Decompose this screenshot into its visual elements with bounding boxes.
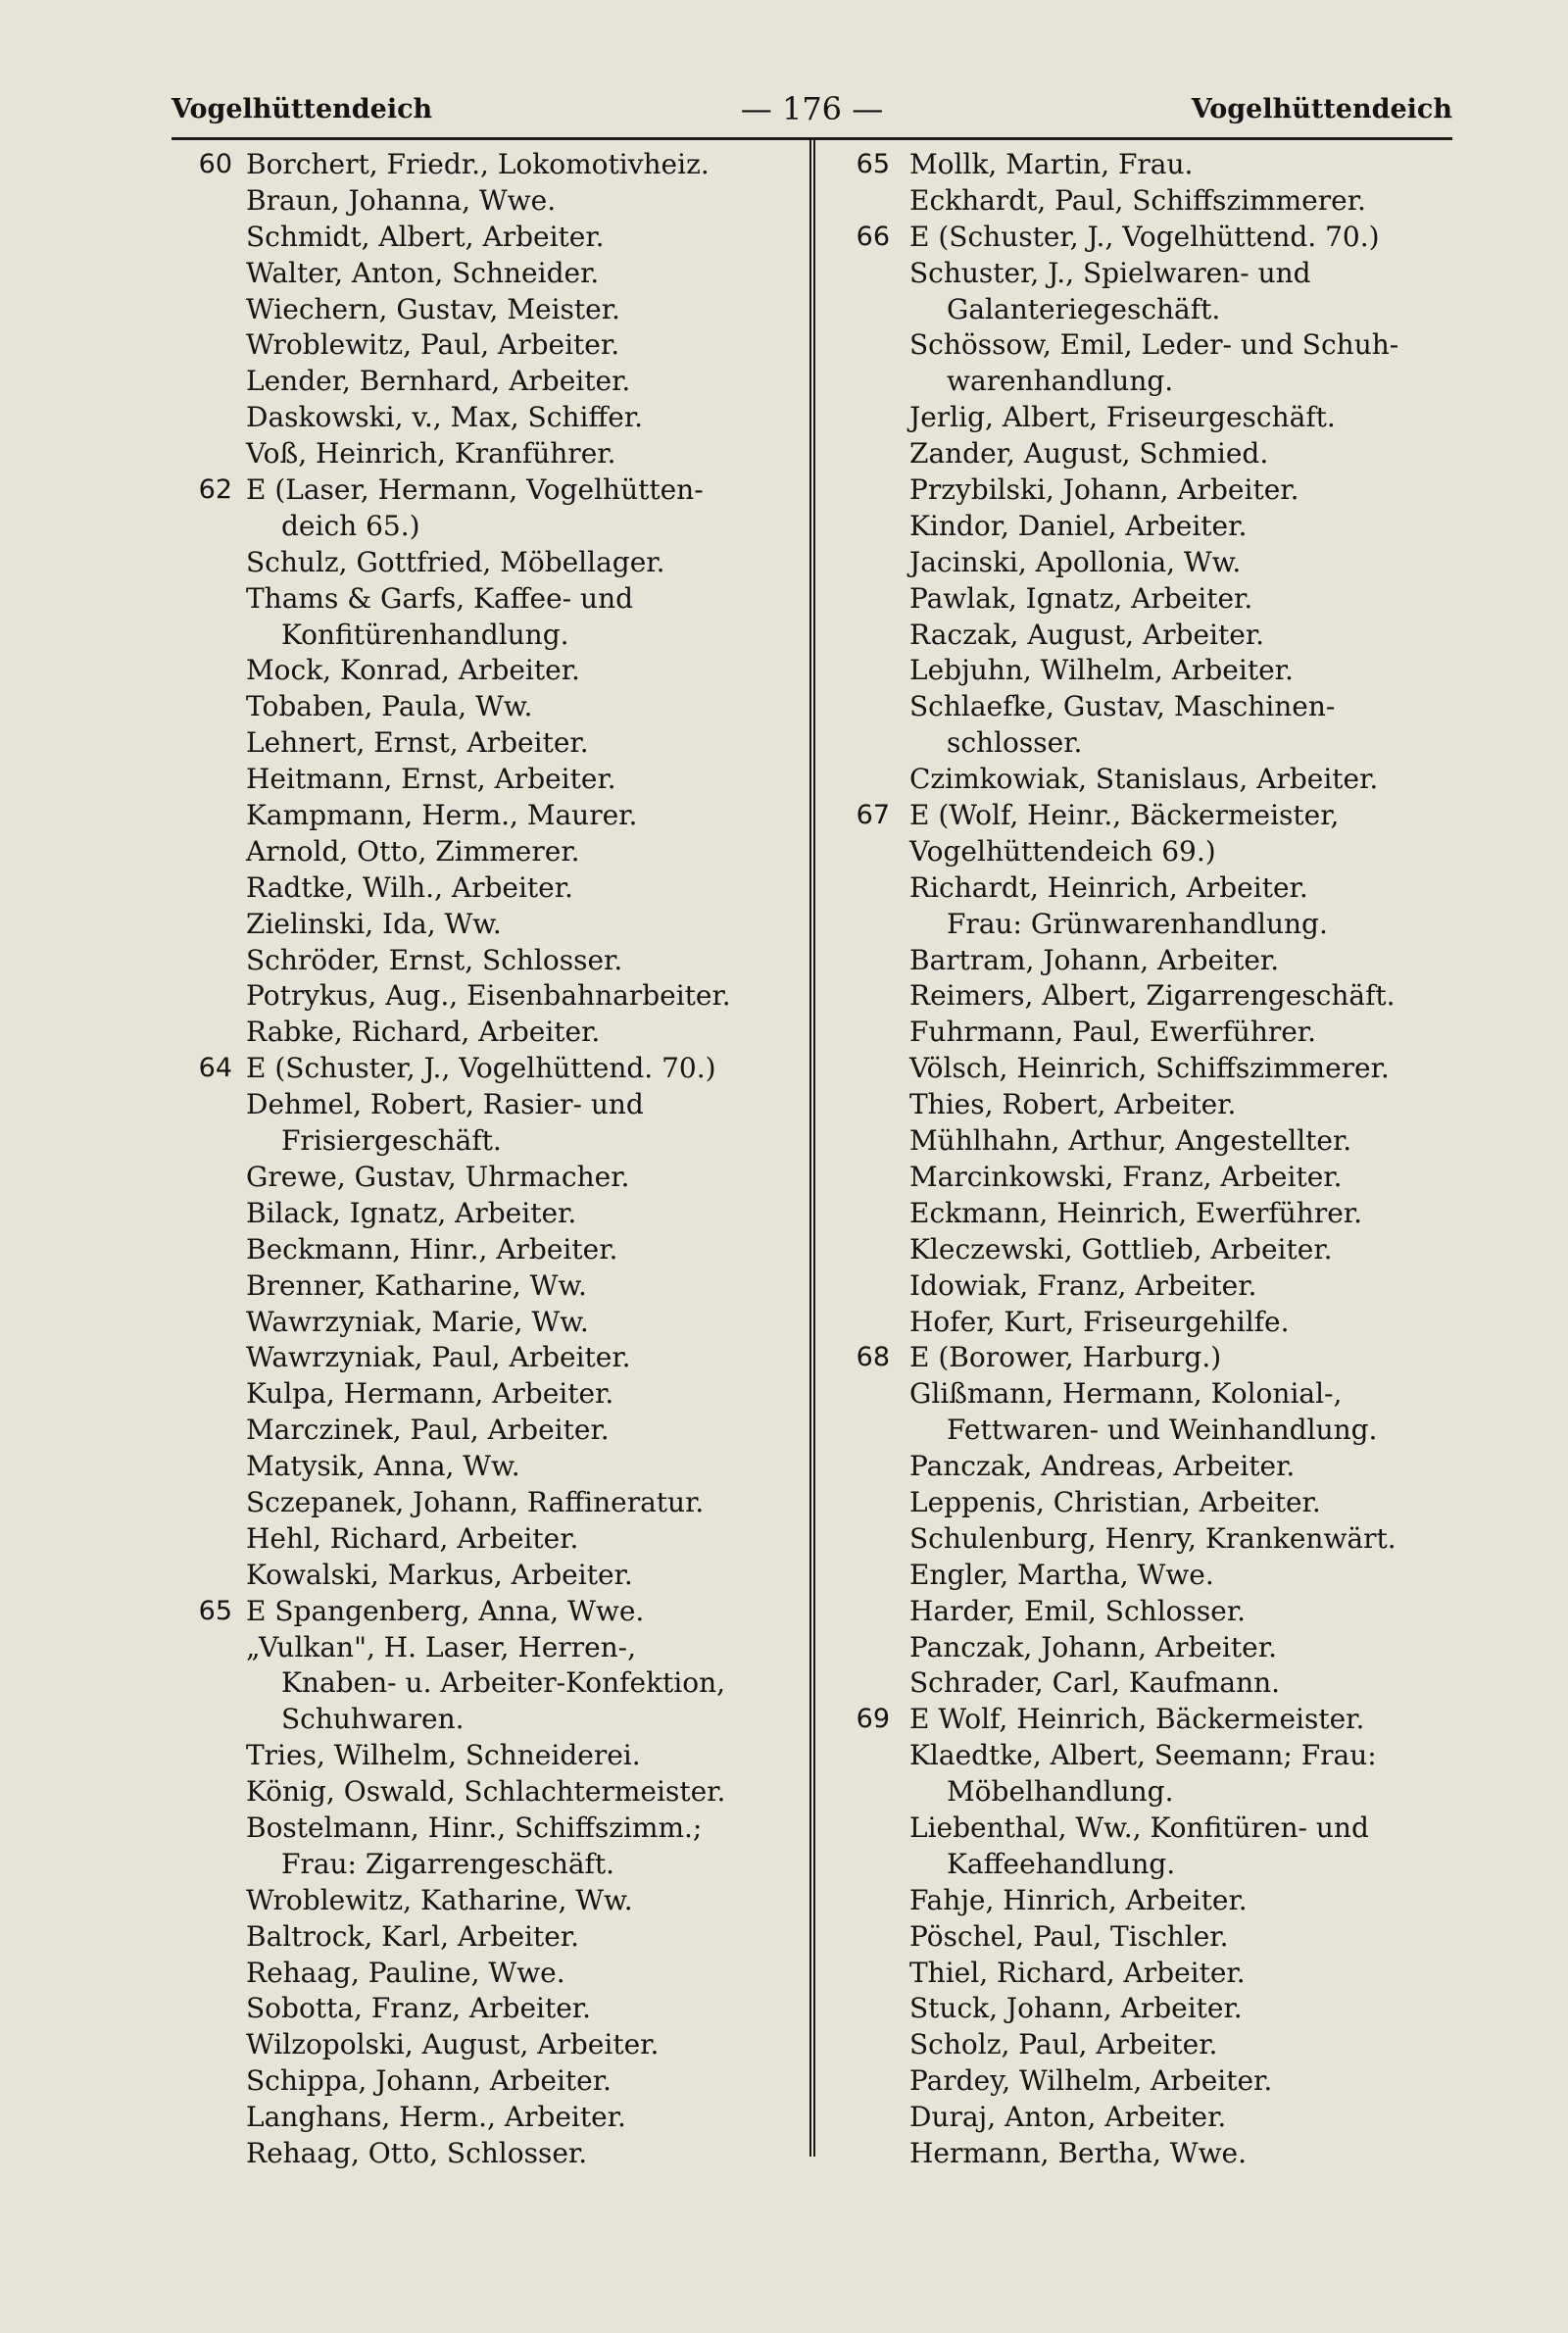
entry-text: Jacinski, Apollonia, Ww. bbox=[909, 545, 1242, 578]
directory-entry bbox=[172, 1774, 799, 1811]
entry-text: Wilzopolski, August, Arbeiter. bbox=[246, 2028, 660, 2061]
directory-entry bbox=[831, 1738, 1468, 1774]
entry-text: Eckmann, Heinrich, Ewerführer. bbox=[909, 1196, 1362, 1229]
entry-text: Brenner, Katharine, Ww. bbox=[246, 1268, 587, 1302]
entry-text: Jerlig, Albert, Friseurgeschäft. bbox=[909, 401, 1336, 434]
entry-text: Mühlhahn, Arthur, Angestellter. bbox=[909, 1124, 1352, 1158]
directory-entry bbox=[831, 220, 1468, 256]
entry-text: Bartram, Johann, Arbeiter. bbox=[909, 943, 1280, 976]
directory-entry bbox=[831, 1087, 1468, 1123]
entry-text: Duraj, Anton, Arbeiter. bbox=[909, 2101, 1227, 2134]
directory-entry bbox=[831, 1232, 1468, 1268]
directory-entry bbox=[831, 762, 1468, 798]
entry-text: Klaedtke, Albert, Seemann; Frau: bbox=[909, 1739, 1377, 1772]
directory-entry bbox=[172, 907, 799, 943]
directory-entry bbox=[831, 1883, 1468, 1919]
entry-text: Radtke, Wilh., Arbeiter. bbox=[246, 870, 573, 904]
directory-entry bbox=[172, 834, 799, 870]
directory-entry bbox=[172, 1268, 799, 1305]
directory-entry bbox=[831, 581, 1468, 618]
directory-entry bbox=[172, 1449, 799, 1485]
directory-entry bbox=[831, 327, 1468, 364]
entry-text: Pawlak, Ignatz, Arbeiter. bbox=[909, 581, 1253, 615]
house-number: 65 bbox=[856, 149, 890, 179]
entry-continuation: Fettwaren- und Weinhandlung. bbox=[947, 1414, 1378, 1447]
directory-entry bbox=[831, 2027, 1468, 2063]
directory-entry bbox=[172, 220, 799, 256]
directory-entry bbox=[172, 472, 799, 509]
directory-entry bbox=[831, 1123, 1468, 1160]
house-number: 66 bbox=[856, 221, 890, 252]
entry-continuation: Galanteriegeschäft. bbox=[947, 292, 1221, 325]
directory-entry bbox=[172, 1123, 799, 1160]
house-number: 65 bbox=[198, 1595, 232, 1626]
page-number: — 176 — bbox=[740, 90, 884, 127]
entry-text: E (Schuster, J., Vogelhüttend. 70.) bbox=[909, 220, 1380, 253]
entry-text: Kowalski, Markus, Arbeiter. bbox=[246, 1558, 633, 1591]
entry-text: Schössow, Emil, Leder- und Schuh- bbox=[909, 328, 1399, 362]
entry-text: Panczak, Andreas, Arbeiter. bbox=[909, 1450, 1296, 1483]
entry-text: Beckmann, Hinr., Arbeiter. bbox=[246, 1232, 618, 1266]
house-number: 60 bbox=[198, 149, 232, 179]
directory-entry bbox=[172, 653, 799, 689]
entry-text: Scholz, Paul, Arbeiter. bbox=[909, 2028, 1218, 2061]
directory-entry bbox=[831, 1485, 1468, 1521]
entry-text: Schulz, Gottfried, Möbellager. bbox=[246, 545, 665, 578]
entry-text: Schippa, Johann, Arbeiter. bbox=[246, 2064, 612, 2098]
directory-entry bbox=[172, 725, 799, 762]
directory-entry bbox=[831, 292, 1468, 328]
house-number: 68 bbox=[856, 1342, 890, 1373]
entry-text: Wroblewitz, Paul, Arbeiter. bbox=[246, 328, 620, 362]
entry-text: Sobotta, Franz, Arbeiter. bbox=[246, 1992, 591, 2025]
directory-entry bbox=[831, 1847, 1468, 1883]
entry-text: Rehaag, Otto, Schlosser. bbox=[246, 2136, 588, 2169]
entry-text: Wroblewitz, Katharine, Ww. bbox=[246, 1883, 633, 1916]
directory-entry bbox=[172, 545, 799, 581]
entry-continuation: Kaffeehandlung. bbox=[947, 1847, 1176, 1880]
entry-text: Kindor, Daniel, Arbeiter. bbox=[909, 509, 1248, 542]
left-column bbox=[172, 147, 799, 2172]
entry-text: Potrykus, Aug., Eisenbahnarbeiter. bbox=[246, 979, 731, 1013]
entry-continuation: deich 65.) bbox=[281, 509, 420, 542]
directory-entry bbox=[172, 1956, 799, 1992]
entry-text: Lebjuhn, Wilhelm, Arbeiter. bbox=[909, 654, 1294, 687]
directory-entry bbox=[172, 1196, 799, 1232]
directory-entry bbox=[831, 1811, 1468, 1847]
directory-entry bbox=[172, 1015, 799, 1051]
entry-text: König, Oswald, Schlachtermeister. bbox=[246, 1775, 726, 1809]
directory-entry bbox=[831, 1919, 1468, 1956]
entry-text: Hehl, Richard, Arbeiter. bbox=[246, 1521, 579, 1555]
directory-entry bbox=[172, 870, 799, 907]
entry-text: E Spangenberg, Anna, Wwe. bbox=[246, 1594, 645, 1627]
directory-entry bbox=[831, 1268, 1468, 1305]
column-divider bbox=[809, 137, 815, 2157]
directory-entry bbox=[172, 147, 799, 183]
house-number: 67 bbox=[856, 800, 890, 831]
directory-entry bbox=[172, 618, 799, 654]
entry-text: Hermann, Bertha, Wwe. bbox=[909, 2136, 1248, 2169]
entry-text: Glißmann, Hermann, Kolonial-, bbox=[909, 1377, 1343, 1411]
entry-text: Dehmel, Robert, Rasier- und bbox=[246, 1088, 644, 1121]
entry-text: Thiel, Richard, Arbeiter. bbox=[909, 1956, 1246, 1989]
entry-text: Raczak, August, Arbeiter. bbox=[909, 618, 1265, 651]
directory-entry bbox=[172, 1087, 799, 1123]
entry-text: Harder, Emil, Schlosser. bbox=[909, 1594, 1247, 1627]
directory-entry bbox=[831, 1160, 1468, 1196]
entry-text: Wawrzyniak, Marie, Ww. bbox=[246, 1305, 589, 1338]
entry-continuation: Knaben- u. Arbeiter-Konfektion, bbox=[281, 1666, 726, 1700]
entry-text: Reimers, Albert, Zigarrengeschäft. bbox=[909, 979, 1396, 1013]
directory-entry bbox=[172, 1919, 799, 1956]
directory-entry bbox=[831, 2063, 1468, 2100]
directory-entry bbox=[831, 400, 1468, 436]
directory-entry bbox=[831, 943, 1468, 979]
entry-text: Schuster, J., Spielwaren- und bbox=[909, 256, 1311, 289]
directory-entry bbox=[831, 870, 1468, 907]
directory-entry bbox=[172, 1738, 799, 1774]
directory-entry bbox=[831, 1196, 1468, 1232]
directory-entry bbox=[172, 1558, 799, 1594]
entry-text: Thies, Robert, Arbeiter. bbox=[909, 1088, 1237, 1121]
entry-continuation: Möbelhandlung. bbox=[947, 1775, 1174, 1809]
entry-text: Leppenis, Christian, Arbeiter. bbox=[909, 1485, 1321, 1518]
directory-entry bbox=[831, 907, 1468, 943]
entry-continuation: Frau: Zigarrengeschäft. bbox=[281, 1847, 615, 1880]
directory-entry bbox=[172, 1594, 799, 1630]
entry-text: Czimkowiak, Stanislaus, Arbeiter. bbox=[909, 763, 1379, 796]
entry-text: Schulenburg, Henry, Krankenwärt. bbox=[909, 1521, 1396, 1555]
directory-entry bbox=[831, 1051, 1468, 1087]
entry-text: E (Schuster, J., Vogelhüttend. 70.) bbox=[246, 1052, 716, 1085]
directory-entry bbox=[831, 1521, 1468, 1558]
entry-text: Schröder, Ernst, Schlosser. bbox=[246, 943, 623, 976]
entry-text: Zander, August, Schmied. bbox=[909, 437, 1269, 471]
house-number: 64 bbox=[198, 1053, 232, 1084]
directory-entry bbox=[831, 689, 1468, 725]
directory-entry bbox=[831, 1774, 1468, 1811]
directory-entry bbox=[831, 1305, 1468, 1341]
directory-entry bbox=[172, 943, 799, 979]
entry-text: Heitmann, Ernst, Arbeiter. bbox=[246, 763, 616, 796]
directory-entry bbox=[172, 762, 799, 798]
directory-entry bbox=[172, 183, 799, 220]
directory-entry bbox=[172, 1232, 799, 1268]
entry-text: Marcinkowski, Franz, Arbeiter. bbox=[909, 1160, 1343, 1193]
entry-text: Völsch, Heinrich, Schiffszimmerer. bbox=[909, 1052, 1390, 1085]
entry-continuation: warenhandlung. bbox=[947, 365, 1174, 398]
entry-text: Bostelmann, Hinr., Schiffszimm.; bbox=[246, 1811, 703, 1844]
entry-text: Arnold, Otto, Zimmerer. bbox=[246, 834, 580, 868]
directory-entry bbox=[172, 1521, 799, 1558]
directory-entry bbox=[831, 2136, 1468, 2172]
entry-text: Eckhardt, Paul, Schiffszimmerer. bbox=[909, 183, 1366, 217]
header-street-right: Vogelhüttendeich bbox=[1191, 94, 1452, 124]
entry-text: E (Borower, Harburg.) bbox=[909, 1341, 1222, 1374]
directory-entry bbox=[172, 292, 799, 328]
directory-entry bbox=[831, 1665, 1468, 1702]
directory-entry bbox=[831, 1630, 1468, 1666]
directory-entry bbox=[172, 327, 799, 364]
entry-text: Borchert, Friedr., Lokomotivheiz. bbox=[246, 148, 710, 180]
directory-entry bbox=[172, 400, 799, 436]
house-number: 62 bbox=[198, 474, 232, 506]
directory-entry bbox=[172, 1160, 799, 1196]
entry-continuation: Frisiergeschäft. bbox=[281, 1124, 502, 1158]
entry-text: Mock, Konrad, Arbeiter. bbox=[246, 654, 580, 687]
entry-text: Idowiak, Franz, Arbeiter. bbox=[909, 1268, 1257, 1302]
directory-entry bbox=[172, 1376, 799, 1413]
entry-text: Fahje, Hinrich, Arbeiter. bbox=[909, 1883, 1248, 1916]
directory-entry bbox=[831, 147, 1468, 183]
directory-entry bbox=[172, 689, 799, 725]
directory-entry bbox=[831, 1956, 1468, 1992]
entry-text: Schmidt, Albert, Arbeiter. bbox=[246, 220, 605, 253]
directory-entry bbox=[172, 581, 799, 618]
entry-continuation: Frau: Grünwarenhandlung. bbox=[947, 907, 1328, 940]
page-header bbox=[172, 90, 1452, 133]
directory-entry bbox=[831, 618, 1468, 654]
entry-text: Vogelhüttendeich 69.) bbox=[909, 834, 1216, 868]
entry-text: E (Laser, Hermann, Vogelhütten- bbox=[246, 473, 704, 507]
entry-text: Hofer, Kurt, Friseurgehilfe. bbox=[909, 1305, 1290, 1338]
directory-entry bbox=[831, 1376, 1468, 1413]
directory-entry bbox=[172, 978, 799, 1015]
entry-text: Thams & Garfs, Kaffee- und bbox=[246, 581, 634, 615]
entry-continuation: schlosser. bbox=[947, 726, 1083, 760]
entry-text: Marczinek, Paul, Arbeiter. bbox=[246, 1414, 610, 1447]
header-street-left: Vogelhüttendeich bbox=[172, 94, 433, 124]
entry-text: Baltrock, Karl, Arbeiter. bbox=[246, 1919, 580, 1953]
entry-text: Lender, Bernhard, Arbeiter. bbox=[246, 365, 631, 398]
directory-entry bbox=[831, 472, 1468, 509]
entry-text: Wiechern, Gustav, Meister. bbox=[246, 292, 620, 325]
directory-entry bbox=[831, 1449, 1468, 1485]
directory-entry bbox=[172, 509, 799, 545]
entry-text: Rehaag, Pauline, Wwe. bbox=[246, 1956, 565, 1989]
directory-entry bbox=[172, 1847, 799, 1883]
entry-text: Rabke, Richard, Arbeiter. bbox=[246, 1016, 601, 1049]
entry-text: Stuck, Johann, Arbeiter. bbox=[909, 1992, 1243, 2025]
entry-continuation: Schuhwaren. bbox=[281, 1703, 465, 1736]
directory-entry bbox=[172, 2063, 799, 2100]
directory-entry bbox=[831, 798, 1468, 834]
directory-entry bbox=[831, 545, 1468, 581]
entry-text: Fuhrmann, Paul, Ewerführer. bbox=[909, 1016, 1317, 1049]
directory-entry bbox=[172, 364, 799, 400]
entry-text: Walter, Anton, Schneider. bbox=[246, 256, 600, 289]
entry-text: Kulpa, Hermann, Arbeiter. bbox=[246, 1377, 614, 1411]
directory-entry bbox=[831, 2100, 1468, 2136]
directory-entry bbox=[172, 256, 799, 292]
directory-entry bbox=[172, 2027, 799, 2063]
directory-entry bbox=[831, 725, 1468, 762]
directory-entry bbox=[831, 1340, 1468, 1376]
entry-text: Daskowski, v., Max, Schiffer. bbox=[246, 401, 644, 434]
entry-text: Richardt, Heinrich, Arbeiter. bbox=[909, 870, 1308, 904]
directory-entry bbox=[172, 1811, 799, 1847]
directory-entry bbox=[831, 509, 1468, 545]
directory-entry bbox=[172, 2136, 799, 2172]
entry-continuation: Konfitürenhandlung. bbox=[281, 618, 569, 651]
entry-text: Langhans, Herm., Arbeiter. bbox=[246, 2101, 626, 2134]
entry-text: Wawrzyniak, Paul, Arbeiter. bbox=[246, 1341, 631, 1374]
directory-entry bbox=[172, 2100, 799, 2136]
entry-text: Mollk, Martin, Frau. bbox=[909, 148, 1194, 180]
directory-entry bbox=[831, 1702, 1468, 1738]
directory-entry bbox=[172, 1665, 799, 1702]
directory-entry bbox=[172, 1702, 799, 1738]
directory-entry bbox=[831, 1413, 1468, 1449]
directory-entry bbox=[831, 436, 1468, 472]
entry-text: „Vulkan", H. Laser, Herren-, bbox=[246, 1630, 637, 1663]
entry-text: Matysik, Anna, Ww. bbox=[246, 1450, 520, 1483]
directory-entry bbox=[831, 1991, 1468, 2027]
directory-entry bbox=[172, 1485, 799, 1521]
right-column bbox=[831, 147, 1468, 2172]
entry-text: Pöschel, Paul, Tischler. bbox=[909, 1919, 1229, 1953]
entry-text: Kleczewski, Gottlieb, Arbeiter. bbox=[909, 1232, 1333, 1266]
entry-text: E Wolf, Heinrich, Bäckermeister. bbox=[909, 1703, 1365, 1736]
entry-text: Przybilski, Johann, Arbeiter. bbox=[909, 473, 1299, 507]
directory-entry bbox=[831, 1594, 1468, 1630]
directory-entry bbox=[172, 1991, 799, 2027]
directory-entry bbox=[831, 364, 1468, 400]
entry-text: Sczepanek, Johann, Raffineratur. bbox=[246, 1485, 705, 1518]
entry-text: Zielinski, Ida, Ww. bbox=[246, 907, 502, 940]
directory-entry bbox=[172, 1413, 799, 1449]
entry-text: Braun, Johanna, Wwe. bbox=[246, 183, 557, 217]
directory-entry bbox=[831, 1558, 1468, 1594]
directory-entry bbox=[172, 436, 799, 472]
entry-text: Engler, Martha, Wwe. bbox=[909, 1558, 1214, 1591]
directory-entry bbox=[172, 1630, 799, 1666]
entry-text: Liebenthal, Ww., Konfitüren- und bbox=[909, 1811, 1369, 1844]
directory-entry bbox=[831, 653, 1468, 689]
entry-text: Schrader, Carl, Kaufmann. bbox=[909, 1666, 1281, 1700]
entry-text: Kampmann, Herm., Maurer. bbox=[246, 799, 638, 832]
entry-text: Grewe, Gustav, Uhrmacher. bbox=[246, 1160, 630, 1193]
entry-text: Tobaben, Paula, Ww. bbox=[246, 690, 533, 723]
directory-entry bbox=[831, 978, 1468, 1015]
directory-entry bbox=[172, 1051, 799, 1087]
entry-text: Panczak, Johann, Arbeiter. bbox=[909, 1630, 1277, 1663]
entry-text: Lehnert, Ernst, Arbeiter. bbox=[246, 726, 589, 760]
entry-text: Tries, Wilhelm, Schneiderei. bbox=[246, 1739, 641, 1772]
directory-entry bbox=[172, 1883, 799, 1919]
directory-entry bbox=[172, 798, 799, 834]
entry-text: E (Wolf, Heinr., Bäckermeister, bbox=[909, 799, 1340, 832]
directory-entry bbox=[831, 834, 1468, 870]
directory-entry bbox=[172, 1340, 799, 1376]
directory-entry bbox=[172, 1305, 799, 1341]
directory-entry bbox=[831, 183, 1468, 220]
entry-text: Schlaefke, Gustav, Maschinen- bbox=[909, 690, 1336, 723]
directory-entry bbox=[831, 256, 1468, 292]
entry-text: Bilack, Ignatz, Arbeiter. bbox=[246, 1196, 577, 1229]
entry-text: Pardey, Wilhelm, Arbeiter. bbox=[909, 2064, 1273, 2098]
directory-entry bbox=[831, 1015, 1468, 1051]
house-number: 69 bbox=[856, 1704, 890, 1735]
entry-text: Voß, Heinrich, Kranführer. bbox=[246, 437, 616, 471]
